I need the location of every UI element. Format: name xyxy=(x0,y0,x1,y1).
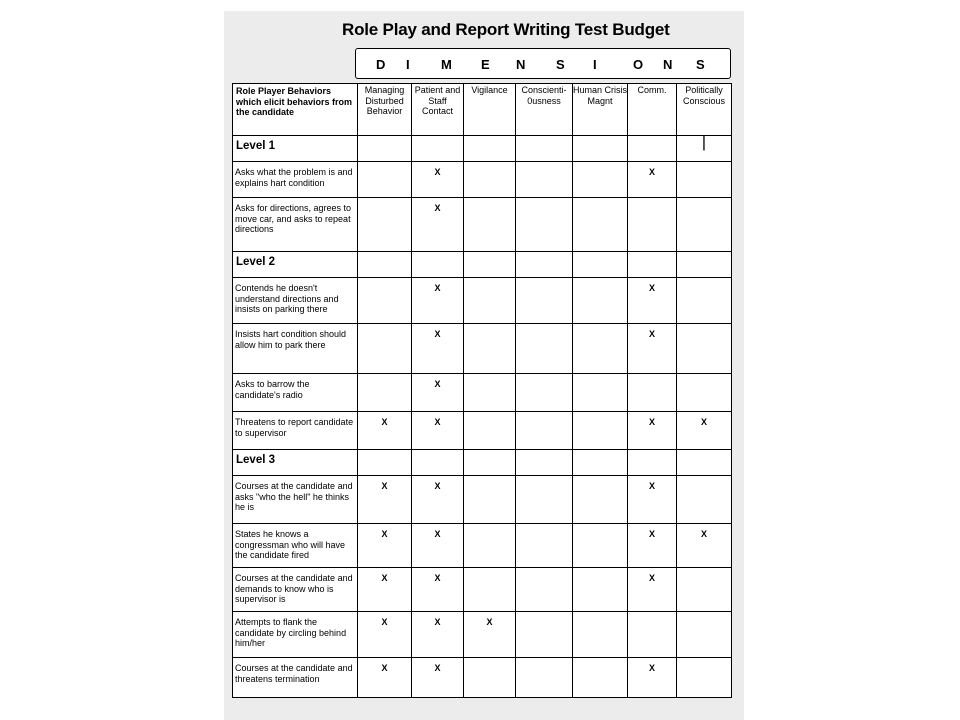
dimension-mark-cell xyxy=(412,450,464,476)
dimension-mark-cell: X xyxy=(358,524,412,568)
dimension-mark-cell: X xyxy=(628,524,677,568)
header-dimension-cell: Comm. xyxy=(628,84,677,136)
behavior-row xyxy=(233,568,732,612)
dimension-mark-cell xyxy=(464,412,516,450)
dimension-mark-cell xyxy=(573,198,628,252)
dimension-mark-cell xyxy=(358,324,412,374)
dimension-mark-cell xyxy=(412,252,464,278)
behavior-label: Asks what the problem is and explains hart condition xyxy=(233,162,358,198)
dimension-mark-cell xyxy=(464,450,516,476)
dimension-mark-cell xyxy=(358,450,412,476)
dimension-mark-cell xyxy=(677,252,732,278)
dimension-mark-cell xyxy=(628,252,677,278)
dimension-mark-cell xyxy=(464,568,516,612)
dimension-mark-cell xyxy=(516,658,573,698)
dimension-mark-cell xyxy=(677,198,732,252)
level-label: Level 3 xyxy=(233,450,358,476)
dimension-mark-cell xyxy=(516,524,573,568)
dimension-mark-cell xyxy=(573,450,628,476)
dimension-letter: N xyxy=(663,57,673,72)
behavior-row xyxy=(233,198,732,252)
dimension-mark-cell xyxy=(516,412,573,450)
dimension-mark-cell: X xyxy=(412,198,464,252)
dimension-mark-cell xyxy=(573,524,628,568)
dimension-mark-cell xyxy=(628,374,677,412)
behavior-row xyxy=(233,412,732,450)
behavior-label: Courses at the candidate and demands to know who is supervisor is xyxy=(233,568,358,612)
dimension-mark-cell: X xyxy=(628,162,677,198)
header-dimension-cell: Conscienti-0usness xyxy=(516,84,573,136)
behavior-label: Courses at the candidate and threatens termination xyxy=(233,658,358,698)
dimension-mark-cell xyxy=(573,278,628,324)
dimension-mark-cell: X xyxy=(358,476,412,524)
dimension-mark-cell xyxy=(516,324,573,374)
dimension-mark-cell xyxy=(464,252,516,278)
dimension-mark-cell xyxy=(358,278,412,324)
dimension-mark-cell xyxy=(677,374,732,412)
dimension-mark-cell xyxy=(677,162,732,198)
dimension-mark-cell: X xyxy=(412,568,464,612)
dimension-mark-cell xyxy=(677,658,732,698)
dimension-mark-cell xyxy=(573,374,628,412)
dimension-mark-cell xyxy=(677,568,732,612)
dimension-mark-cell xyxy=(677,450,732,476)
dimension-mark-cell: X xyxy=(412,374,464,412)
level-row xyxy=(233,136,732,162)
dimension-mark-cell: X xyxy=(628,324,677,374)
behavior-label: Asks to barrow the candidate's radio xyxy=(233,374,358,412)
header-dimension-cell: Patient and Staff Contact xyxy=(412,84,464,136)
header-row xyxy=(233,84,732,136)
behavior-label: Contends he doesn't understand directions and insists on parking there xyxy=(233,278,358,324)
dimension-mark-cell: X xyxy=(412,612,464,658)
dimension-mark-cell xyxy=(516,252,573,278)
level-label: Level 1 xyxy=(233,136,358,162)
header-dimension-cell: Managing Disturbed Behavior xyxy=(358,84,412,136)
dimension-mark-cell xyxy=(573,136,628,162)
behavior-label: States he knows a congressman who will have the candidate fired xyxy=(233,524,358,568)
dimension-mark-cell xyxy=(464,136,516,162)
dimension-mark-cell xyxy=(628,612,677,658)
dimension-mark-cell xyxy=(573,252,628,278)
dimension-mark-cell xyxy=(516,476,573,524)
behavior-label: Threatens to report candidate to supervisor xyxy=(233,412,358,450)
dimension-mark-cell: X xyxy=(628,476,677,524)
dimension-mark-cell xyxy=(573,412,628,450)
dimension-mark-cell: X xyxy=(412,162,464,198)
header-behaviors-cell: Role Player Behaviors which elicit behaviors from the candidate xyxy=(233,84,358,136)
dimension-mark-cell xyxy=(677,278,732,324)
behavior-row xyxy=(233,374,732,412)
dimension-mark-cell: X xyxy=(628,658,677,698)
dimension-mark-cell: X xyxy=(628,412,677,450)
dimension-mark-cell: X xyxy=(412,412,464,450)
dimension-mark-cell xyxy=(677,476,732,524)
dimension-mark-cell xyxy=(358,198,412,252)
dimension-mark-cell xyxy=(516,162,573,198)
dimension-mark-cell xyxy=(412,136,464,162)
level-row xyxy=(233,252,732,278)
dimension-mark-cell xyxy=(628,198,677,252)
dimension-mark-cell xyxy=(516,136,573,162)
dimension-mark-cell xyxy=(628,136,677,162)
dimension-mark-cell xyxy=(573,476,628,524)
dimension-letter: I xyxy=(406,57,410,72)
dimension-mark-cell: X xyxy=(628,278,677,324)
dimension-mark-cell xyxy=(464,374,516,412)
dimension-mark-cell xyxy=(464,524,516,568)
behavior-row xyxy=(233,476,732,524)
dimension-mark-cell xyxy=(573,324,628,374)
behavior-label: Asks for directions, agrees to move car, and asks to repeat directions xyxy=(233,198,358,252)
behavior-row xyxy=(233,278,732,324)
dimension-mark-cell xyxy=(677,612,732,658)
header-dimension-cell: Politically Conscious xyxy=(677,84,732,136)
dimension-letter: E xyxy=(481,57,490,72)
dimension-mark-cell: X xyxy=(358,658,412,698)
dimension-mark-cell: X xyxy=(412,278,464,324)
dimension-mark-cell xyxy=(464,162,516,198)
dimension-letter: I xyxy=(593,57,597,72)
dimension-mark-cell xyxy=(628,450,677,476)
dimension-mark-cell: | xyxy=(677,136,732,162)
behavior-label: Attempts to flank the candidate by circling behind him/her xyxy=(233,612,358,658)
budget-table xyxy=(232,83,732,698)
dimension-mark-cell xyxy=(677,324,732,374)
dimension-mark-cell xyxy=(516,198,573,252)
dimension-mark-cell xyxy=(464,476,516,524)
dimension-letter: N xyxy=(516,57,526,72)
behavior-label: Insists hart condition should allow him to park there xyxy=(233,324,358,374)
header-dimension-cell: Human Crisis Magnt xyxy=(573,84,628,136)
dimension-mark-cell xyxy=(573,658,628,698)
dimension-mark-cell: X xyxy=(358,612,412,658)
dimension-mark-cell xyxy=(573,568,628,612)
dimension-mark-cell: X xyxy=(412,476,464,524)
dimension-letter: M xyxy=(441,57,452,72)
dimensions-banner xyxy=(355,48,731,79)
header-dimension-cell: Vigilance xyxy=(464,84,516,136)
dimension-mark-cell: X xyxy=(412,524,464,568)
dimension-mark-cell xyxy=(573,162,628,198)
dimension-mark-cell: X xyxy=(412,658,464,698)
dimension-mark-cell: X xyxy=(677,524,732,568)
dimension-mark-cell xyxy=(464,278,516,324)
level-label: Level 2 xyxy=(233,252,358,278)
dimension-mark-cell xyxy=(573,612,628,658)
dimension-mark-cell xyxy=(516,450,573,476)
dimension-letter: S xyxy=(696,57,705,72)
dimension-mark-cell xyxy=(516,612,573,658)
dimension-mark-cell: X xyxy=(358,568,412,612)
page-title: Role Play and Report Writing Test Budget xyxy=(342,20,670,39)
dimension-mark-cell: X xyxy=(358,412,412,450)
dimension-mark-cell xyxy=(516,278,573,324)
dimension-mark-cell: X xyxy=(677,412,732,450)
dimension-mark-cell: X xyxy=(412,324,464,374)
dimension-mark-cell xyxy=(358,374,412,412)
dimension-mark-cell xyxy=(516,374,573,412)
dimension-mark-cell xyxy=(358,136,412,162)
behavior-row xyxy=(233,658,732,698)
behavior-row xyxy=(233,324,732,374)
behavior-row xyxy=(233,162,732,198)
dimension-mark-cell xyxy=(464,658,516,698)
dimension-mark-cell xyxy=(358,162,412,198)
dimension-mark-cell xyxy=(464,198,516,252)
dimension-letter: O xyxy=(633,57,644,72)
dimension-mark-cell xyxy=(464,324,516,374)
dimension-mark-cell: X xyxy=(464,612,516,658)
dimension-mark-cell xyxy=(516,568,573,612)
behavior-row xyxy=(233,612,732,658)
dimension-mark-cell xyxy=(358,252,412,278)
dimension-letter: D xyxy=(376,57,386,72)
dimension-letter: S xyxy=(556,57,565,72)
level-row xyxy=(233,450,732,476)
dimension-mark-cell: X xyxy=(628,568,677,612)
behavior-row xyxy=(233,524,732,568)
behavior-label: Courses at the candidate and asks "who the hell" he thinks he is xyxy=(233,476,358,524)
